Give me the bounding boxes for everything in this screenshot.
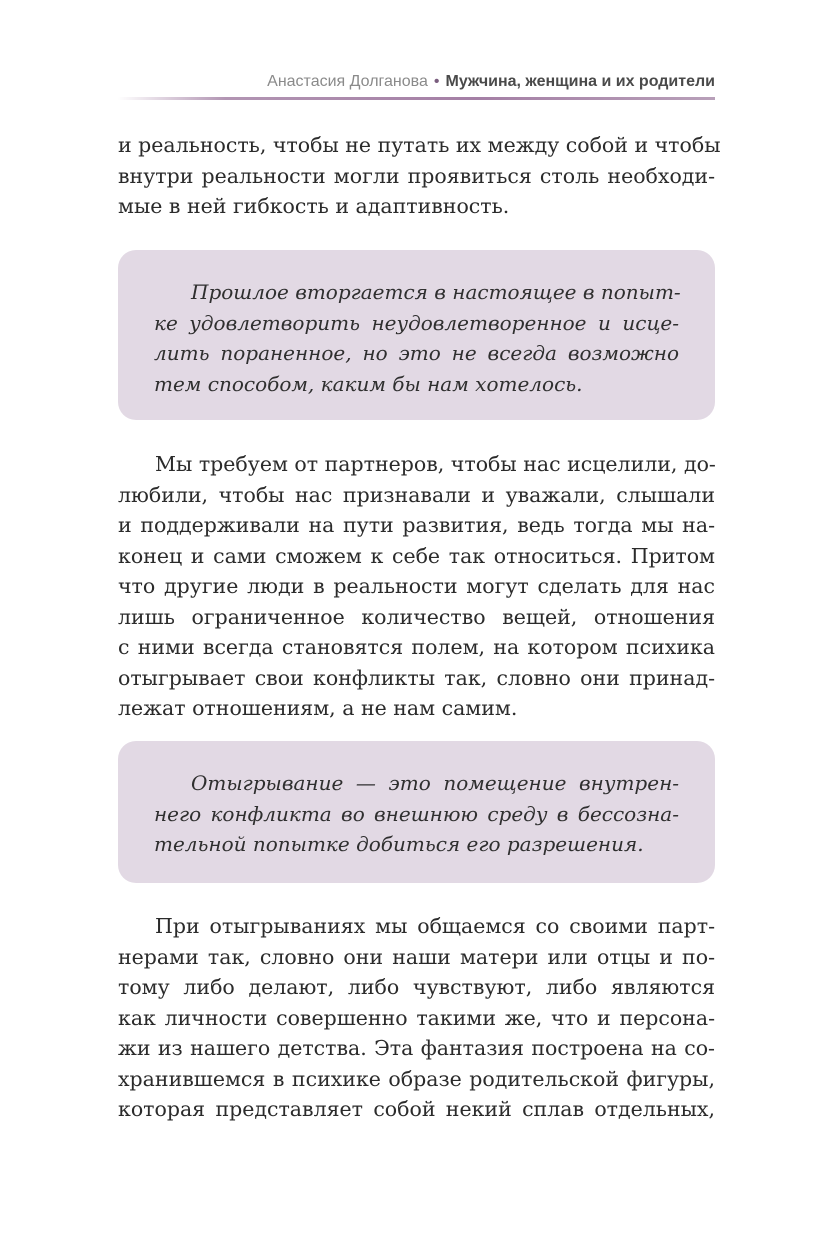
quote-box <box>118 741 715 883</box>
paragraph-line: жи из нашего детства. Эта фантазия построена на со- <box>118 1036 715 1060</box>
paragraph-line: и поддерживали на пути развития, ведь тогда мы на- <box>118 513 715 537</box>
header-author: Анастасия Долганова <box>267 73 428 90</box>
running-header <box>118 70 715 94</box>
header-rule <box>118 97 715 100</box>
paragraph-line: лежат отношениям, а не нам самим. <box>118 696 518 720</box>
paragraph-line: с ними всегда становятся полем, на котором психика <box>118 635 715 659</box>
header-separator: • <box>433 73 440 90</box>
quote-box <box>118 250 715 420</box>
quote-line: тельной попытке добиться его разрешения. <box>154 832 644 856</box>
paragraph-line: мые в ней гибкость и адаптивность. <box>118 194 510 218</box>
paragraph-line: При отыгрываниях мы общаемся со своими парт- <box>155 914 715 938</box>
paragraph <box>118 449 715 724</box>
paragraph-continuation <box>118 130 721 222</box>
quote-line: Отыгрывание — это помещение внутрен- <box>191 771 679 795</box>
quote-line: ке удовлетворить неудовлетворенное и исце- <box>154 310 679 335</box>
quote-line: тем способом, каким бы нам хотелось. <box>154 371 583 396</box>
quote-line: Прошлое вторгается в настоящее в попыт- <box>191 280 681 304</box>
paragraph-line: внутри реальности могли проявиться столь необходи- <box>118 163 715 188</box>
paragraph-line: как личности совершенно такими же, что и персона- <box>118 1005 715 1030</box>
paragraph-line: которая представляет собой некий сплав отдельных, <box>118 1097 715 1121</box>
paragraph-line: лишь ограниченное количество вещей, отношения <box>118 604 715 629</box>
paragraph-line: Мы требуем от партнеров, чтобы нас исцелили, до- <box>155 452 716 476</box>
paragraph-line: конец и сами сможем к себе так относиться. Притом <box>118 543 715 568</box>
paragraph-line: что другие люди в реальности могут сделать для нас <box>118 574 715 598</box>
paragraph-line: любили, чтобы нас признавали и уважали, слышали <box>118 482 715 507</box>
quote-line: лить пораненное, но это не всегда возможно <box>154 341 679 365</box>
paragraph <box>118 911 715 1125</box>
paragraph-line: хранившемся в психике образе родительской фигуры, <box>118 1066 715 1091</box>
paragraph-line: нерами так, словно они наши матери или отцы и по- <box>118 944 715 969</box>
quote-line: него конфликта во внешнюю среду в бессозна- <box>154 801 679 826</box>
paragraph-line: и реальность, чтобы не путать их между собой и чтобы <box>118 133 721 157</box>
header-book-title: Мужчина, женщина и их родители <box>445 73 715 90</box>
quote-text <box>154 768 679 860</box>
paragraph-line: отыгрывает свои конфликты так, словно они принад- <box>118 665 715 690</box>
paragraph-line: тому либо делают, либо чувствуют, либо являются <box>118 975 715 999</box>
quote-text <box>154 277 679 399</box>
